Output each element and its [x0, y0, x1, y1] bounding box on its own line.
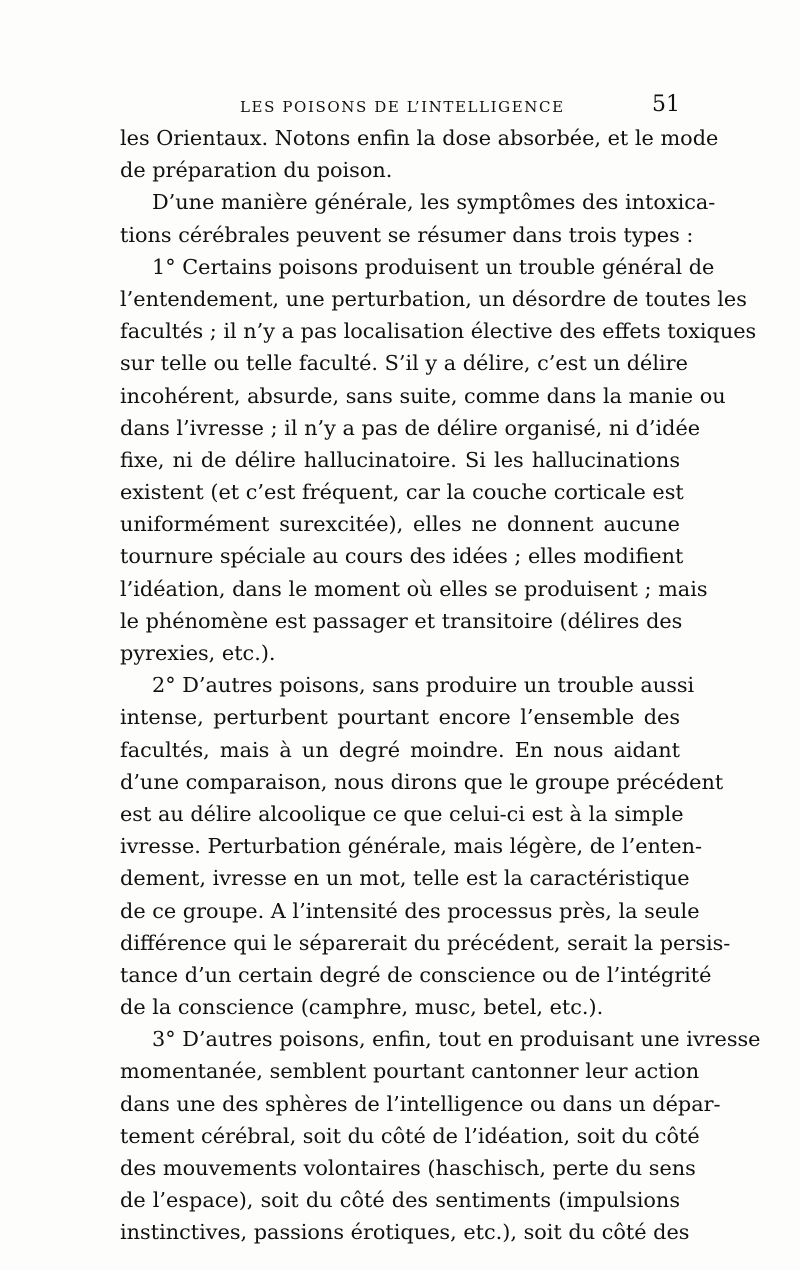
text-line: dement, ivresse en un mot, telle est la caractéristique: [120, 866, 690, 891]
text-line: pyrexies, etc.).: [120, 641, 276, 665]
text-line: les Orientaux. Notons enfin la dose absorbée, et le mode: [120, 126, 719, 150]
text-line: 2° D’autres poisons, sans produire un trouble aussi: [152, 673, 695, 698]
text-line: 3° D’autres poisons, enfin, tout en produisant une ivresse: [152, 1027, 761, 1052]
text-line: existent (et c’est fréquent, car la couche corticale est: [120, 480, 684, 505]
body-text: [120, 122, 761, 1249]
text-line: tournure spéciale au cours des idées ; elles modifient: [120, 544, 684, 569]
text-line: différence qui le séparerait du précédent, serait la persis-: [120, 930, 731, 955]
text-line: uniformément surexcitée), elles ne donnent aucune: [120, 512, 680, 537]
text-line: des mouvements volontaires (haschisch, perte du sens: [120, 1156, 696, 1180]
text-line: de préparation du poison.: [120, 158, 393, 183]
text-line: tions cérébrales peuvent se résumer dans trois types :: [120, 222, 694, 247]
text-line: intense, perturbent pourtant encore l’ensemble des: [120, 705, 680, 730]
text-line: de ce groupe. A l’intensité des processus près, la seule: [120, 898, 700, 923]
text-line: l’entendement, une perturbation, un désordre de toutes les: [120, 286, 747, 311]
text-line: fixe, ni de délire hallucinatoire. Si les hallucinations: [120, 447, 680, 472]
text-line: 1° Certains poisons produisent un trouble général de: [152, 254, 715, 279]
text-line: l’idéation, dans le moment où elles se produisent ; mais: [120, 576, 708, 601]
text-line: instinctives, passions érotiques, etc.), soit du côté des: [120, 1220, 690, 1245]
text-line: incohérent, absurde, sans suite, comme dans la manie ou: [120, 383, 726, 408]
running-title: LES POISONS DE L’INTELLIGENCE: [240, 98, 565, 116]
text-line: sur telle ou telle faculté. S’il y a délire, c’est un délire: [120, 351, 688, 376]
text-line: est au délire alcoolique ce que celui-ci est à la simple: [120, 801, 684, 826]
text-line: le phénomène est passager et transitoire (délires des: [120, 608, 683, 633]
text-line: D’une manière générale, les symptômes des intoxica-: [152, 190, 716, 215]
text-line: tance d’un certain degré de conscience ou de l’intégrité: [120, 962, 712, 987]
text-line: dans une des sphères de l’intelligence ou dans un dépar-: [120, 1091, 721, 1116]
running-header: [120, 90, 680, 122]
text-line: momentanée, semblent pourtant cantonner leur action: [120, 1059, 700, 1084]
page-number: 51: [652, 92, 680, 117]
text-line: ivresse. Perturbation générale, mais légère, de l’enten-: [120, 834, 702, 859]
text-line: de l’espace), soit du côté des sentiments (impulsions: [120, 1188, 680, 1213]
text-line: tement cérébral, soit du côté de l’idéation, soit du côté: [120, 1123, 700, 1148]
text-line: de la conscience (camphre, musc, betel, etc.).: [120, 995, 604, 1020]
text-line: facultés, mais à un degré moindre. En nous aidant: [120, 737, 680, 762]
text-line: facultés ; il n’y a pas localisation élective des effets toxiques: [120, 319, 757, 344]
text-line: dans l’ivresse ; il n’y a pas de délire organisé, ni d’idée: [120, 415, 701, 440]
text-line: d’une comparaison, nous dirons que le groupe précédent: [120, 769, 724, 794]
